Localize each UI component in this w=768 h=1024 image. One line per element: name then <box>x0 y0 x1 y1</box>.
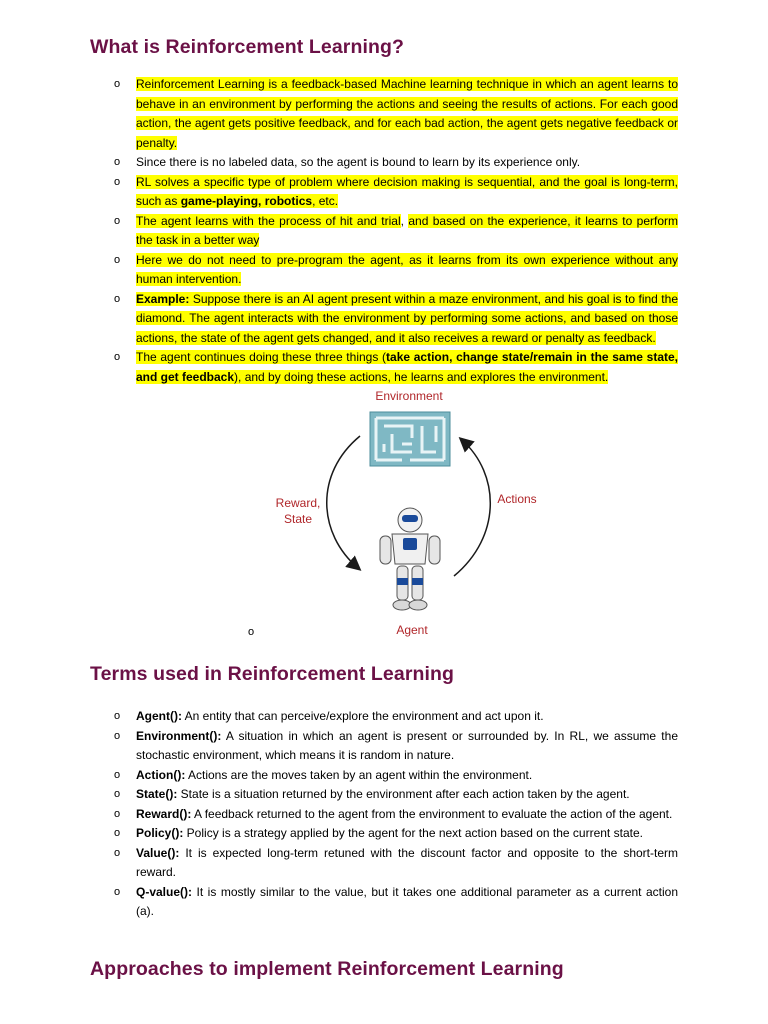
maze-icon <box>370 412 450 466</box>
actions-arrow <box>454 440 490 576</box>
term-item <box>0 844 768 883</box>
environment-label: Environment <box>375 389 443 403</box>
list-item-text: , <box>400 213 409 228</box>
bullet-marker: o <box>114 214 121 227</box>
agent-label: Agent <box>396 623 428 637</box>
list-item <box>0 212 768 251</box>
robot-agent-icon <box>380 508 440 610</box>
list-item-text: game-playing, robotics <box>180 194 313 208</box>
term-description: It is mostly similar to the value, but it takes one additional parameter as a current action (a). <box>136 884 678 918</box>
term-name: Policy(): <box>136 826 184 840</box>
term-item <box>0 707 768 727</box>
term-name: Q-value(): <box>136 884 193 899</box>
term-description: A situation in which an agent is present or surrounded by. In RL, we assume the stochastic environment, which means it is random in nature. <box>136 728 678 762</box>
term-description: Policy is a strategy applied by the agent for the next action based on the current state. <box>183 826 643 840</box>
rl-terms-list <box>0 707 768 922</box>
list-item-text: Here we do not need to pre-program the agent, as it learns from its own experience without any human intervention. <box>136 252 678 286</box>
list-item-text: Example: <box>136 291 190 306</box>
bullet-marker: o <box>114 788 121 800</box>
term-name: Action(): <box>136 767 186 782</box>
bullet-marker: o <box>114 175 121 188</box>
rl-definition-list <box>0 75 768 387</box>
term-item <box>0 766 768 786</box>
bullet-marker: o <box>114 351 121 363</box>
bullet-marker: o <box>114 292 121 305</box>
bullet-marker: o <box>114 768 121 781</box>
heading-what-is-rl: What is Reinforcement Learning? <box>90 36 405 58</box>
term-description: A feedback returned to the agent from the environment to evaluate the action of the agent. <box>191 806 673 821</box>
term-name: State(): <box>136 787 178 801</box>
list-item-text: ), and by doing these actions, he learns and explores the environment. <box>234 369 609 384</box>
list-item <box>0 348 768 387</box>
list-item <box>0 153 768 173</box>
reward-state-arrow <box>327 436 360 568</box>
list-item-text: take action, change state/remain in the same state, and get feedback <box>136 350 678 384</box>
term-name: Value(): <box>136 845 180 860</box>
bullet-marker: o <box>114 885 121 898</box>
bullet-marker: o <box>114 253 121 266</box>
list-item-text: Since there is no labeled data, so the agent is bound to learn by its experience only. <box>136 155 581 169</box>
list-item-text: , etc. <box>312 194 339 208</box>
term-description: An entity that can perceive/explore the environment and act upon it. <box>181 709 544 723</box>
list-item <box>0 75 768 153</box>
term-description: Actions are the moves taken by an agent within the environment. <box>185 767 533 782</box>
list-item <box>0 251 768 290</box>
list-item-text: Reinforcement Learning is a feedback-based Machine learning technique in which an agent learns to behave in an environment by performing the actions and seeing the results of actions. For each good action, the agent gets positive feedback, and for each bad action, the agent gets negative feedback or penalty. <box>136 77 678 150</box>
list-item-text: and based on the experience, it learns to perform the task in a better way <box>136 213 678 247</box>
term-item <box>0 727 768 766</box>
empty-bullet: o <box>248 626 255 638</box>
list-item <box>0 290 768 349</box>
bullet-marker: o <box>114 78 121 90</box>
term-item <box>0 824 768 844</box>
actions-label: Actions <box>497 492 537 506</box>
list-item-text: RL solves a specific type of problem where decision making is sequential, and the goal is long-term, such as <box>136 174 678 208</box>
term-name: Agent(): <box>136 709 182 723</box>
bullet-marker: o <box>114 807 121 820</box>
bullet-marker: o <box>114 729 121 742</box>
bullet-marker: o <box>114 846 121 859</box>
list-item <box>0 173 768 212</box>
term-description: State is a situation returned by the environment after each action taken by the agent. <box>177 787 630 801</box>
list-item-text: The agent learns with the process of hit and trial <box>136 213 401 228</box>
bullet-marker: o <box>114 827 121 839</box>
list-item-text: The agent continues doing these three things ( <box>136 350 387 364</box>
state-label: State <box>283 512 313 526</box>
bullet-marker: o <box>114 710 121 722</box>
term-name: Environment(): <box>136 728 222 743</box>
bullet-marker: o <box>114 156 121 168</box>
term-item <box>0 805 768 825</box>
term-description: It is expected long-term retuned with the discount factor and opposite to the short-term reward. <box>136 845 678 879</box>
term-name: Reward(): <box>136 806 192 821</box>
term-item <box>0 883 768 922</box>
rl-cycle-diagram <box>262 386 582 640</box>
term-item <box>0 785 768 805</box>
heading-approaches: Approaches to implement Reinforcement Learning <box>90 958 564 980</box>
list-item-text: Suppose there is an AI agent present within a maze environment, and his goal is to find the diamond. The agent interacts with the environment by performing some actions, and based on those actions, the state of the agent gets changed, and it also receives a reward or penalty as feedback. <box>136 291 678 345</box>
heading-terms: Terms used in Reinforcement Learning <box>90 663 455 685</box>
reward-label: Reward, <box>275 496 321 510</box>
